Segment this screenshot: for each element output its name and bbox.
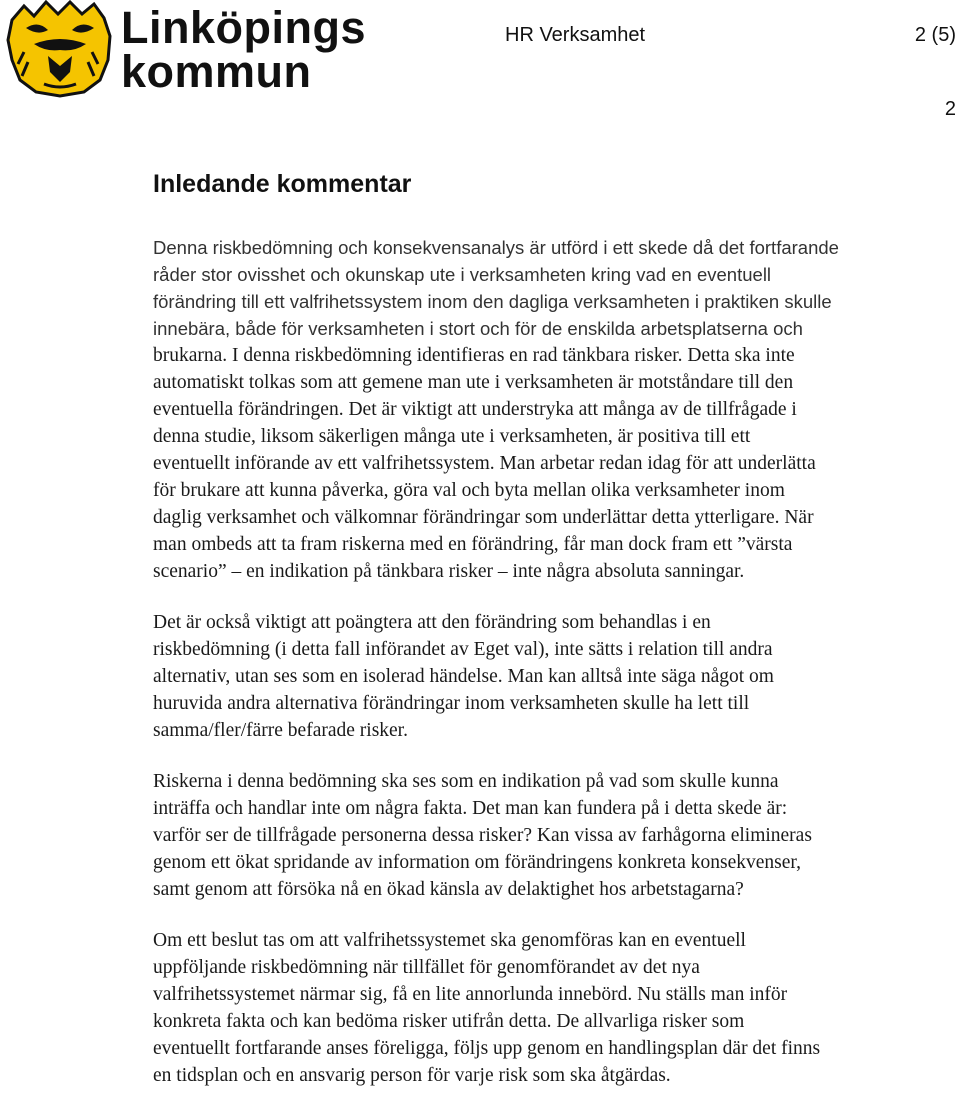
text-line: riskbedömning (i detta fall införandet av Eget val), inte sätts i relation till andra [153,639,773,660]
text-line: Denna riskbedömning och konsekvensanalys är utförd i ett skede då det fortfarande [153,237,839,258]
text-line: brukarna. I denna riskbedömning identifieras en rad tänkbara risker. Detta ska inte [153,345,795,366]
text-line: inträffa och handlar inte om några fakta. Det man kan fundera på i detta skede är: [153,798,788,819]
text-line: automatiskt tolkas som att gemene man ute i verksamheten är motståndare till den [153,372,794,393]
text-line: konkreta fakta och kan bedöma risker utifrån detta. De allvarliga risker som [153,1011,745,1032]
text-line: denna studie, liksom säkerligen många ute i verksamheten, är positiva till ett [153,426,751,447]
page-number: 2 [944,98,956,120]
logo-line-2: kommun [121,46,312,97]
text-line: genom ett ökat spridande av information om förändringens konkreta konsekvenser, [153,852,801,873]
text-line: valfrihetssystemet närmar sig, få en lite annorlunda innebörd. Nu ställs man inför [153,984,788,1005]
text-line: råder stor ovisshet och okunskap ute i verksamheten kring vad en eventuell [153,264,772,285]
header-department: HR Verksamhet [505,24,646,46]
text-line: en tidsplan och en ansvarig person för varje risk som ska åtgärdas. [153,1065,671,1086]
paragraph-2 [153,609,958,744]
linkoping-logo [4,0,366,98]
text-line: samma/fler/färre befarade risker. [153,720,408,741]
text-line: Om ett beslut tas om att valfrihetssystemet ska genomföras kan en eventuell [153,930,746,951]
text-line: för brukare att kunna påverka, göra val och byta mellan olika verksamheter inom [153,480,785,501]
text-line: alternativ, utan ses som en isolerad händelse. Man kan alltså inte säga något om [153,666,774,687]
text-line: innebära, både för verksamheten i stort och för de enskilda arbetsplatserna och [153,318,803,339]
text-line: huruvida andra alternativa förändringar inom verksamheten skulle ha lett till [153,693,750,714]
text-line: daglig verksamhet och välkomnar förändringar som underlättar detta ytterligare. När [153,507,814,528]
text-line: Det är också viktigt att poängtera att den förändring som behandlas i en [153,612,711,633]
paragraph-3 [153,768,958,903]
paragraph-4 [153,927,958,1089]
text-line: varför ser de tillfrågade personerna dessa risker? Kan vissa av farhågorna elimineras [153,825,812,846]
text-line: förändring till ett valfrihetssystem inom den dagliga verksamheten i praktiken skulle [153,291,832,312]
text-line: eventuella förändringen. Det är viktigt att understryka att många av de tillfrågade i [153,399,797,420]
lion-crest-icon [4,0,116,98]
text-line: man ombeds att ta fram riskerna med en förändring, får man dock fram ett ”värsta [153,534,793,555]
text-line: scenario” – en indikation på tänkbara risker – inte några absoluta sanningar. [153,561,745,582]
text-line: samt genom att försöka nå en ökad känsla av delaktighet hos arbetstagarna? [153,879,744,900]
text-line: uppföljande riskbedömning när tillfället för genomförandet av det nya [153,957,700,978]
section-heading: Inledande kommentar [153,170,412,198]
text-line: eventuellt fortfarande anses föreligga, följs upp genom en handlingsplan där det finns [153,1038,821,1059]
logo-line-1: Linköpings [121,2,366,53]
paragraph-1 [153,234,958,585]
text-line: eventuellt införande av ett valfrihetssystem. Man arbetar redan idag för att underlätta [153,453,816,474]
text-line: Riskerna i denna bedömning ska ses som en indikation på vad som skulle kunna [153,771,779,792]
logo-wordmark [121,2,366,97]
document-body [153,234,958,1113]
header-page-indicator: 2 (5) [914,24,956,46]
